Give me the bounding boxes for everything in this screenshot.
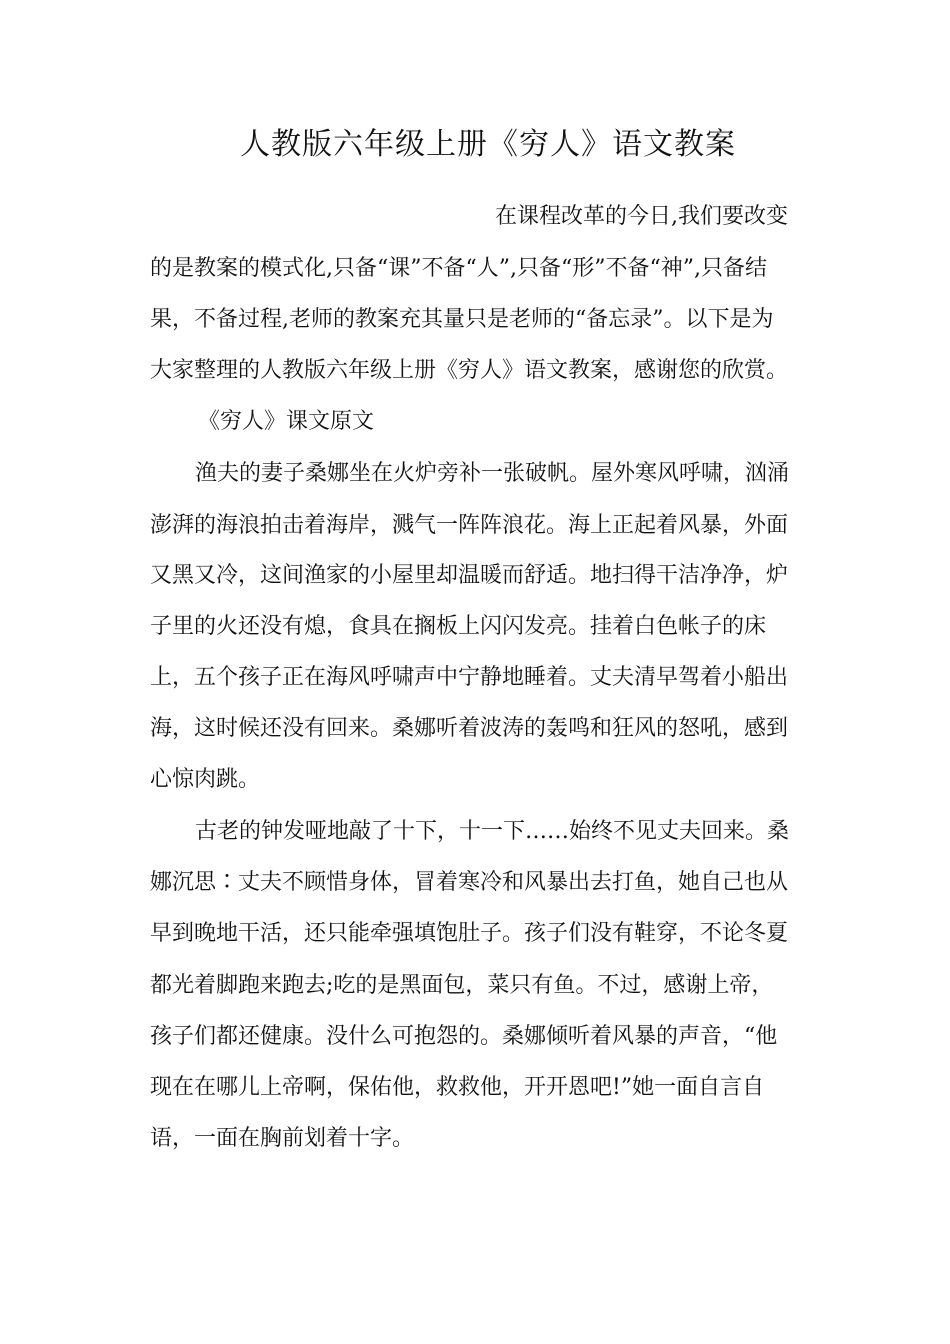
paragraph1-line-3: 又黑又冷，这间渔家的小屋里却温暖而舒适。地扫得干洁净净，炉 — [150, 563, 789, 588]
section-heading: 《穷人》课文原文 — [198, 409, 375, 434]
paragraph2-line-1: 古老的钟发哑地敲了十下，十一下……始终不见丈夫回来。桑 — [195, 819, 790, 844]
paragraph2-line-3: 早到晚地干活，还只能牵强填饱肚子。孩子们没有鞋穿，不论冬夏 — [150, 921, 789, 946]
intro-line-1: 在课程改革的今日,我们要改变 — [495, 204, 788, 229]
paragraph1-line-7: 心惊肉跳。 — [150, 767, 261, 792]
paragraph1-line-4: 子里的火还没有熄，食具在搁板上闪闪发亮。挂着白色帐子的床 — [150, 614, 767, 639]
paragraph1-line-6: 海，这时候还没有回来。桑娜听着波涛的轰鸣和狂风的怒吼，感到 — [150, 716, 789, 741]
intro-line-4: 大家整理的人教版六年级上册《穷人》语文教案，感谢您的欣赏。 — [150, 358, 789, 383]
paragraph2-line-4: 都光着脚跑来跑去;吃的是黑面包，菜只有鱼。不过，感谢上帝， — [150, 973, 774, 998]
paragraph1-line-5: 上，五个孩子正在海风呼啸声中宁静地睡着。丈夫清早驾着小船出 — [150, 665, 789, 690]
paragraph2-line-6: 现在在哪儿上帝啊，保佑他，救救他，开开恩吧!”她一面自言自 — [150, 1075, 765, 1100]
paragraph2-line-7: 语，一面在胸前划着十字。 — [150, 1126, 415, 1151]
intro-line-2: 的是教案的模式化,只备“课”不备“人”,只备“形”不备“神”,只备结 — [150, 256, 767, 281]
paragraph2-line-5: 孩子们都还健康。没什么可抱怨的。桑娜倾听着风暴的声音，“他 — [150, 1024, 778, 1049]
paragraph1-line-2: 澎湃的海浪拍击着海岸，溅气一阵阵浪花。海上正起着风暴，外面 — [150, 513, 789, 538]
intro-line-3: 果，不备过程,老师的教案充其量只是老师的“备忘录”。以下是为 — [150, 307, 774, 332]
document-title: 人教版六年级上册《穷人》语文教案 — [240, 127, 736, 162]
paragraph2-line-2: 娜沉思∶丈夫不顾惜身体，冒着寒冷和风暴出去打鱼，她自己也从 — [150, 870, 789, 895]
paragraph1-line-1: 渔夫的妻子桑娜坐在火炉旁补一张破帆。屋外寒风呼啸，汹涌 — [195, 461, 790, 486]
